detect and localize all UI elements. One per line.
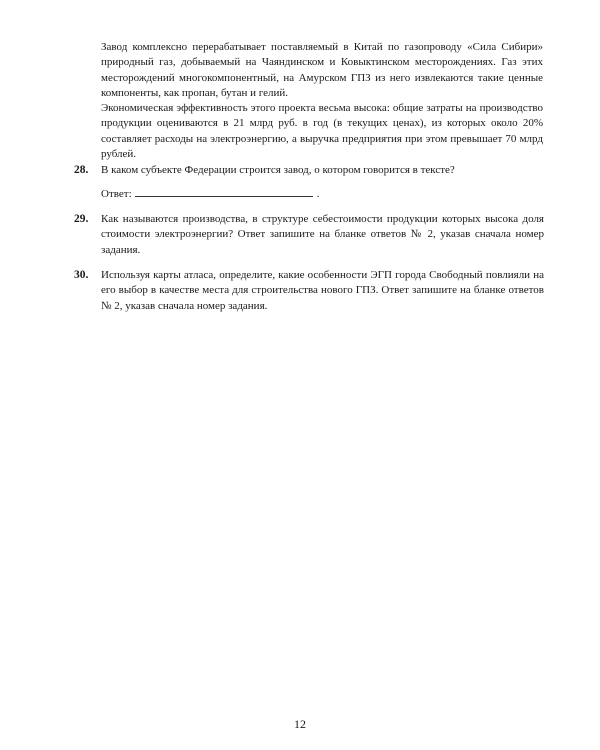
question-number: 29. — [74, 213, 89, 225]
intro-text — [101, 40, 543, 162]
question-30 — [74, 268, 544, 314]
question-text: В каком субъекте Федерации строится завод, о котором говорится в тексте? — [101, 164, 455, 176]
answer-label: Ответ: — [101, 188, 132, 200]
question-number: 28. — [74, 164, 89, 176]
answer-line — [101, 185, 319, 202]
answer-blank[interactable] — [135, 185, 313, 197]
question-29 — [74, 212, 544, 258]
question-text: Как называются производства, в структуре себестоимости продукции которых высока доля стоимости электроэнергии? Ответ запишите на бланке ответов № 2, указав сначала номер задания. — [101, 213, 544, 256]
page-number: 12 — [294, 717, 306, 731]
answer-end: . — [316, 188, 320, 200]
question-text: Используя карты атласа, определите, какие особенности ЭГП города Свободный повлияли на его выбор в качестве места для строительства нового ГПЗ. Ответ запишите на бланке ответов № 2, указав сначала номер задания. — [101, 269, 544, 312]
question-28 — [74, 163, 544, 200]
intro-paragraph-1: Завод комплексно перерабатывает поставляемый в Китай по газопроводу «Сила Сибири» природный газ, добываемый на Чаяндинском и Ковыктинском месторождениях. Газ этих месторождений многокомпонентный, на Амурском ГПЗ из него извлекаются такие ценные компоненты, как пропан, бутан и гелий. — [101, 41, 543, 99]
question-number: 30. — [74, 269, 89, 281]
intro-paragraph-2: Экономическая эффективность этого проекта весьма высока: общие затраты на производство продукции оцениваются в 21 млрд руб. в год (в текущих ценах), из которых около 20% составляет расходы на электроэнергию, а выручка предприятия при этом превышает 70 млрд рублей. — [101, 102, 543, 161]
